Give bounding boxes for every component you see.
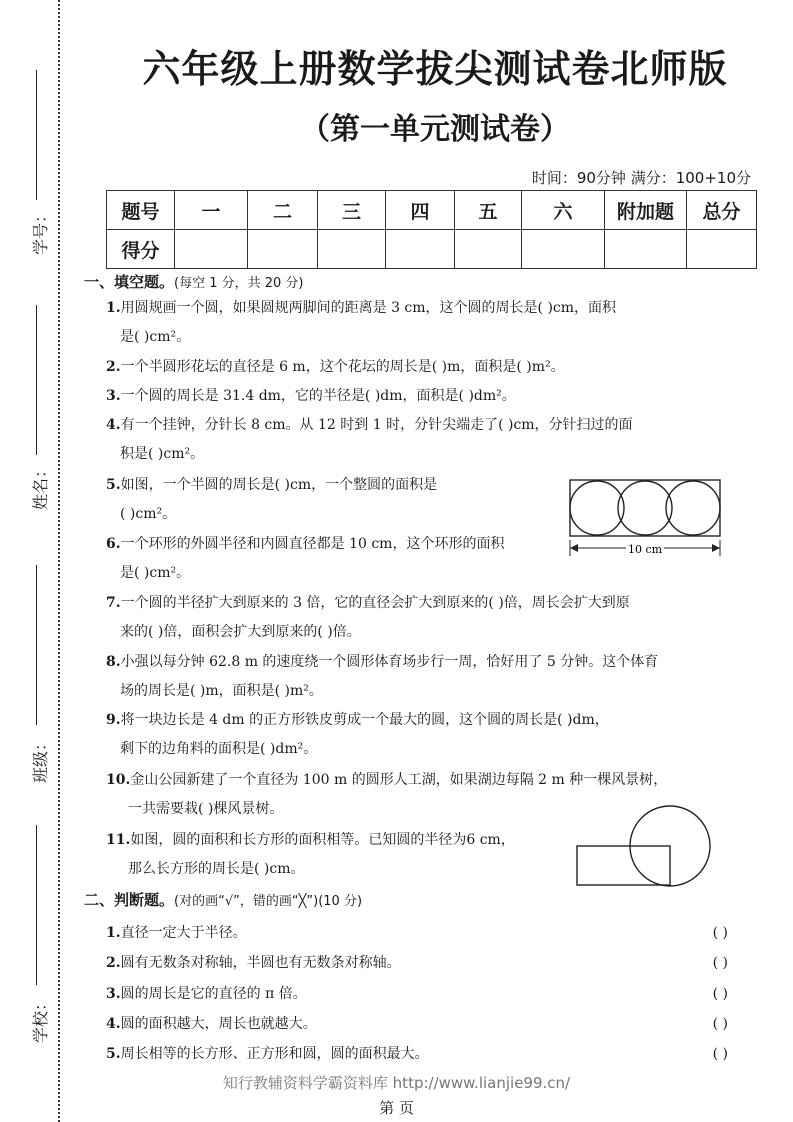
figure-arrow-left — [570, 544, 578, 552]
question-text: 将一块边长是 4 dm 的正方形铁皮剪成一个最大的圆，这个圆的周长是( )dm， — [120, 712, 609, 728]
question-text: 圆有无数条对称轴，半圆也有无数条对称轴。 — [120, 955, 401, 971]
judge-question-1 — [106, 923, 728, 943]
score-input-cell[interactable] — [522, 230, 605, 269]
question-text-cont: 剩下的边角料的面积是( )dm²。 — [120, 741, 318, 757]
question-number: 8. — [106, 654, 121, 670]
figure-dimension-label: 10 cm — [627, 543, 663, 556]
name-underline — [36, 305, 37, 455]
judge-question-5 — [106, 1044, 728, 1064]
footer-watermark: 知行教辅资料学霸资料库 http://www.lianjie99.cn/ — [222, 1074, 571, 1092]
question-number: 4. — [106, 1016, 121, 1032]
score-header-cell: 附加题 — [605, 191, 687, 230]
score-input-cell[interactable] — [248, 230, 318, 269]
figure-rectangle — [570, 480, 720, 536]
page-title: 六年级上册数学拔尖测试卷北师版 — [142, 47, 728, 91]
figure-circle-left — [570, 481, 624, 535]
section-fill-note: (每空 1 分，共 20 分) — [174, 276, 304, 291]
score-row-label: 得分 — [107, 230, 175, 269]
fill-question-7 — [106, 589, 730, 647]
answer-parentheses[interactable]: ( ) — [712, 986, 728, 1002]
page-number: 第 页 — [379, 1099, 414, 1117]
school-label: 学校： — [31, 994, 50, 1043]
question-text: 圆的面积越大，周长也就越大。 — [120, 1016, 317, 1032]
score-input-cell[interactable] — [687, 230, 757, 269]
question-number: 2. — [106, 955, 121, 971]
fill-question-9 — [106, 706, 730, 764]
question-text: 周长相等的长方形、正方形和圆，圆的面积最大。 — [120, 1046, 429, 1062]
score-table-score-row — [107, 230, 757, 269]
question-number: 11. — [106, 832, 131, 848]
question-text: 小强以每分钟 62.8 m 的速度绕一个圆形体育场步行一周，恰好用了 5 分钟。这个体育 — [120, 654, 659, 670]
judge-question-3 — [106, 984, 728, 1004]
question-text: 如图，圆的面积和长方形的面积相等。已知圆的半径为6 cm， — [130, 832, 515, 848]
question-text-cont: 场的周长是( )m，面积是( )m²。 — [120, 683, 323, 699]
question-number: 3. — [106, 986, 121, 1002]
question-text: 直径一定大于半径。 — [120, 925, 247, 941]
question-text: 一个半圆形花坛的直径是 6 m，这个花坛的周长是( )m，面积是( )m²。 — [120, 359, 565, 375]
judge-question-2 — [106, 953, 728, 973]
student-id-field[interactable] — [14, 70, 48, 260]
section-judge-note: (对的画“√”，错的画“╳”)(10 分) — [174, 894, 363, 909]
question-number: 9. — [106, 712, 121, 728]
question-text: 用圆规画一个圆，如果圆规两脚间的距离是 3 cm，这个圆的周长是( )cm，面积 — [120, 300, 617, 316]
section-judge-heading — [84, 889, 362, 910]
score-header-cell: 五 — [455, 191, 522, 230]
answer-parentheses[interactable]: ( ) — [712, 925, 728, 941]
class-label: 班级： — [31, 734, 50, 783]
question-text: 圆的周长是它的直径的 π 倍。 — [120, 986, 307, 1002]
question-number: 3. — [106, 388, 121, 404]
question-number: 7. — [106, 595, 121, 611]
fill-question-3 — [106, 382, 730, 411]
three-circles-figure — [568, 478, 728, 568]
question-number: 1. — [106, 300, 121, 316]
score-header-cell: 六 — [522, 191, 605, 230]
student-id-underline — [36, 70, 37, 200]
answer-parentheses[interactable]: ( ) — [712, 1016, 728, 1032]
judge-question-4 — [106, 1014, 728, 1034]
score-header-cell: 题号 — [107, 191, 175, 230]
question-text-cont: 积是( )cm²。 — [120, 446, 205, 462]
question-text-cont: 是( )cm²。 — [120, 329, 191, 345]
question-number: 1. — [106, 925, 121, 941]
score-table — [106, 190, 757, 269]
page-subtitle: （第一单元测试卷） — [300, 112, 570, 147]
figure-rectangle — [577, 846, 670, 885]
score-header-cell: 一 — [175, 191, 248, 230]
question-text: 一个环形的外圆半径和内圆直径都是 10 cm，这个环形的面积 — [120, 536, 505, 552]
class-field[interactable] — [14, 565, 48, 785]
question-number: 5. — [106, 477, 121, 493]
answer-parentheses[interactable]: ( ) — [712, 955, 728, 971]
school-field[interactable] — [14, 825, 48, 1045]
name-label: 姓名： — [31, 461, 50, 510]
figure-arrow-right — [712, 544, 720, 552]
question-number: 6. — [106, 536, 121, 552]
section-fill-title: 一、填空题。 — [84, 273, 175, 291]
score-table-header-row — [107, 191, 757, 230]
binding-dotted-line — [58, 0, 60, 1122]
answer-parentheses[interactable]: ( ) — [712, 1046, 728, 1062]
score-input-cell[interactable] — [175, 230, 248, 269]
figure-circle-middle — [618, 481, 672, 535]
fill-question-4 — [106, 411, 730, 469]
question-text-cont: 是( )cm²。 — [120, 565, 191, 581]
question-number: 4. — [106, 417, 121, 433]
fill-question-2 — [106, 353, 730, 382]
question-number: 2. — [106, 359, 121, 375]
fill-question-1 — [106, 294, 730, 352]
question-number: 5. — [106, 1046, 121, 1062]
question-text-cont: ( )cm²。 — [120, 506, 177, 522]
question-text-cont: 一共需要栽( )棵风景树。 — [128, 801, 284, 817]
question-text: 一个圆的周长是 31.4 dm，它的半径是( )dm，面积是( )dm²。 — [120, 388, 516, 404]
student-id-label: 学号： — [31, 206, 50, 255]
question-text-cont: 来的( )倍，面积会扩大到原来的( )倍。 — [120, 624, 361, 640]
score-input-cell[interactable] — [455, 230, 522, 269]
score-input-cell[interactable] — [386, 230, 455, 269]
figure-circle-right — [666, 481, 720, 535]
question-text: 金山公园新建了一个直径为 100 m 的圆形人工湖，如果湖边每隔 2 m 种一棵风景树， — [130, 772, 668, 788]
question-number: 10. — [106, 772, 131, 788]
exam-meta: 时间：90分钟 满分：100+10分 — [531, 169, 751, 187]
fill-question-8 — [106, 648, 730, 706]
question-text: 一个圆的半径扩大到原来的 3 倍，它的直径会扩大到原来的( )倍，周长会扩大到原 — [120, 595, 630, 611]
score-header-cell: 二 — [248, 191, 318, 230]
score-input-cell[interactable] — [318, 230, 386, 269]
question-text: 如图，一个半圆的周长是( )cm，一个整圆的面积是 — [120, 477, 438, 493]
section-fill-heading — [84, 271, 304, 292]
score-input-cell[interactable] — [605, 230, 687, 269]
score-header-cell: 总分 — [687, 191, 757, 230]
name-field[interactable] — [14, 305, 48, 515]
school-underline — [36, 825, 37, 985]
score-header-cell: 四 — [386, 191, 455, 230]
question-text-cont: 那么长方形的周长是( )cm。 — [128, 861, 305, 877]
score-header-cell: 三 — [318, 191, 386, 230]
section-judge-title: 二、判断题。 — [84, 891, 175, 909]
circle-rectangle-figure — [574, 800, 734, 890]
class-underline — [36, 565, 37, 725]
question-text: 有一个挂钟，分针长 8 cm。从 12 时到 1 时，分针尖端走了( )cm，分针扫过的面 — [120, 417, 633, 433]
